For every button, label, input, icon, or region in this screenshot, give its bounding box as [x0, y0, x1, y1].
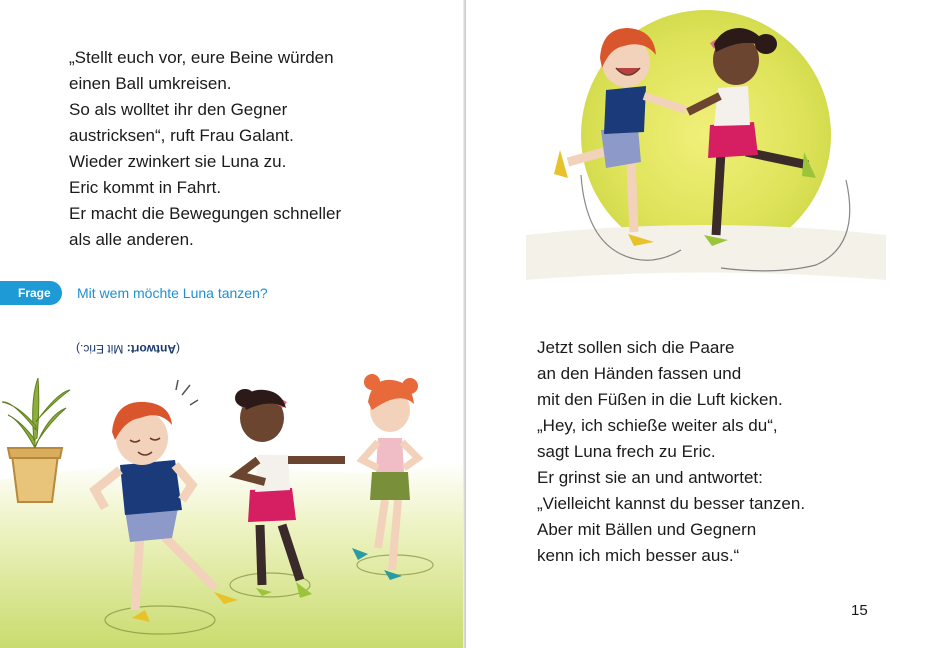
story-line: einen Ball umkreisen. — [69, 74, 232, 93]
story-line: mit den Füßen in die Luft kicken. — [537, 390, 783, 409]
left-story-text — [69, 45, 341, 253]
right-story-text — [537, 335, 805, 569]
story-line: Jetzt sollen sich die Paare — [537, 338, 735, 357]
story-line: kenn ich mich besser aus.“ — [537, 546, 740, 565]
story-line: „Stellt euch vor, eure Beine würden — [69, 48, 334, 67]
answer-value: Mit Eric. — [80, 342, 124, 356]
story-line: „Hey, ich schieße weiter als du“, — [537, 416, 778, 435]
story-line: Aber mit Bällen und Gegnern — [537, 520, 757, 539]
answer-open-paren: ( — [176, 342, 181, 356]
page-number: 15 — [851, 602, 868, 619]
story-line: So als wolltet ihr den Gegner — [69, 100, 288, 119]
left-page — [0, 0, 466, 648]
upside-down-answer — [76, 342, 180, 356]
story-line: Er grinst sie an und antwortet: — [537, 468, 763, 487]
question-text: Mit wem möchte Luna tanzen? — [77, 285, 268, 301]
story-line: Wieder zwinkert sie Luna zu. — [69, 152, 287, 171]
answer-close-paren: ) — [76, 342, 80, 356]
question-tab: Frage — [0, 281, 62, 305]
story-line: an den Händen fassen und — [537, 364, 742, 383]
story-line: Eric kommt in Fahrt. — [69, 178, 222, 197]
illustration-three-kids-dancing — [0, 360, 466, 648]
story-line: sagt Luna frech zu Eric. — [537, 442, 716, 461]
story-line: als alle anderen. — [69, 230, 194, 249]
illustration-kids-holding-hands — [516, 10, 896, 290]
story-line: „Vielleicht kannst du besser tanzen. — [537, 494, 806, 513]
story-line: Er macht die Bewegungen schneller — [69, 204, 342, 223]
story-line: austricksen“, ruft Frau Galant. — [69, 126, 294, 145]
right-page — [466, 0, 937, 648]
answer-label: Antwort: — [126, 342, 177, 356]
